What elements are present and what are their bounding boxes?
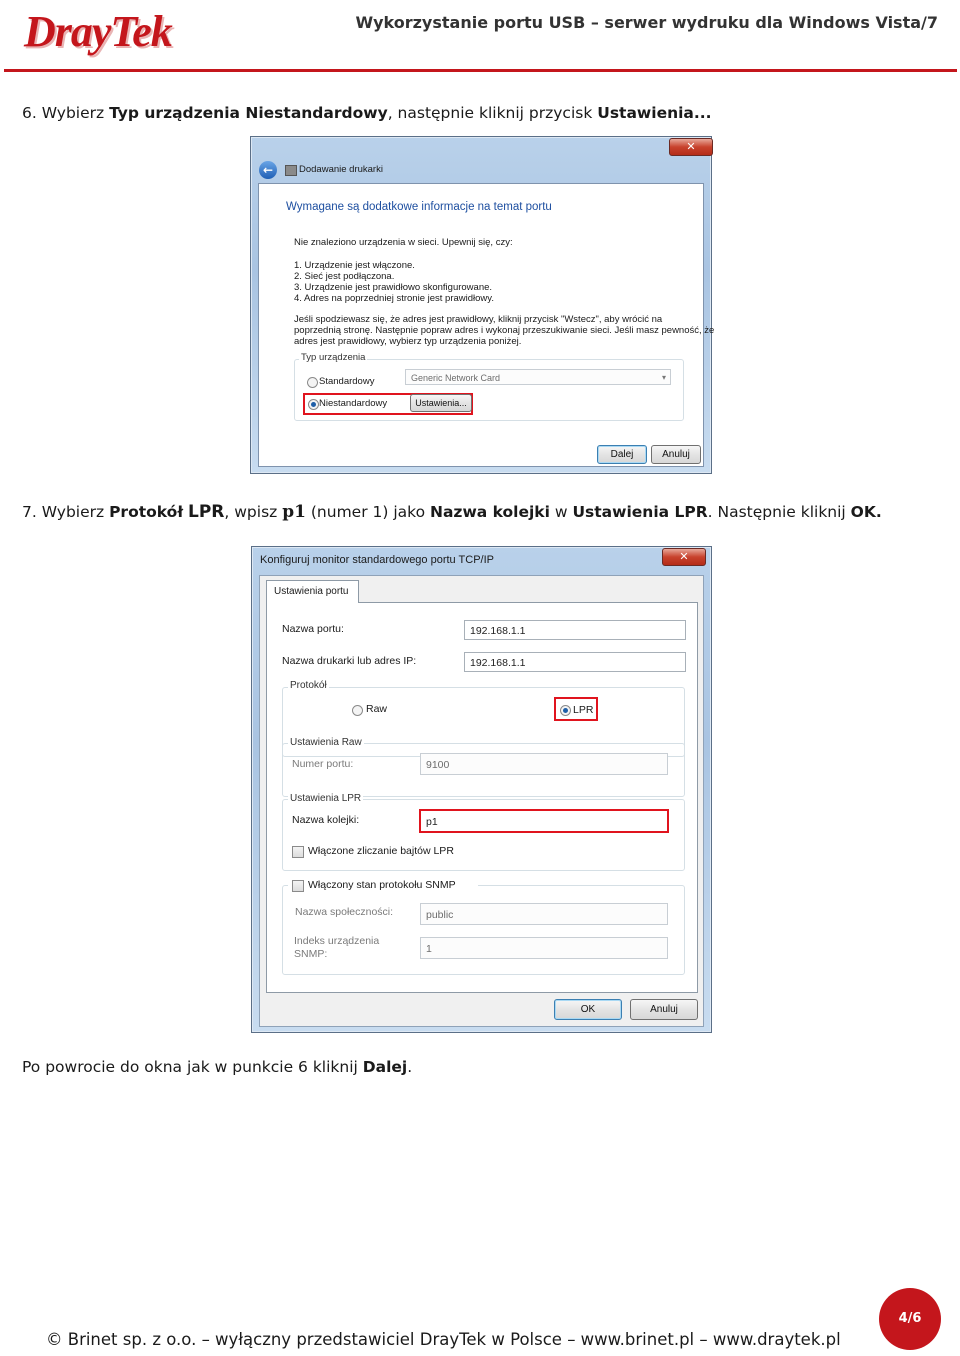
settings-button[interactable]: Ustawienia... (410, 394, 472, 412)
tab-port-settings[interactable] (266, 580, 359, 603)
queue-name-label: Nazwa kolejki: (292, 814, 360, 826)
snmp-checkbox[interactable] (292, 880, 304, 892)
community-label: Nazwa społeczności: (295, 906, 394, 918)
dialog-content (258, 183, 715, 467)
snmp-group (282, 885, 685, 975)
device-type-legend: Typ urządzenia (301, 352, 366, 363)
snmp-index-input[interactable]: 1 (420, 937, 668, 959)
custom-radio[interactable] (308, 399, 319, 410)
snmp-index-label: SNMP: (294, 948, 328, 960)
community-input[interactable]: public (420, 903, 668, 925)
port-name-label: Nazwa portu: (282, 623, 344, 635)
dialog-title: Dodawanie drukarki (299, 164, 383, 175)
step-7-instruction: 7. Wybierz Protokół LPR, wpisz p1 (numer 1) jako Nazwa kolejki w Ustawienia LPR. Następnie kliknij OK. (22, 502, 882, 522)
printer-address-input[interactable]: 192.168.1.1 (464, 652, 686, 672)
checklist-item: 1. Urządzenie jest włączone. (294, 260, 415, 271)
lpr-radio[interactable] (560, 705, 571, 716)
draytek-logo: DrayTek (24, 7, 172, 56)
standard-radio[interactable] (307, 377, 318, 388)
select-value: Generic Network Card (411, 373, 501, 383)
byte-count-label: Włączone zliczanie bajtów LPR (308, 845, 454, 857)
tcpip-port-dialog (251, 546, 712, 1033)
snmp-legend (288, 878, 478, 892)
checklist-item: 2. Sieć jest podłączona. (294, 271, 395, 282)
checklist-item: 4. Adres na poprzedniej stronie jest prawidłowy. (294, 293, 494, 304)
lpr-radio-label: LPR (573, 704, 594, 716)
dialog-heading: Wymagane są dodatkowe informacje na temat portu (286, 201, 552, 213)
note-text: poprzednią stronę. Następnie popraw adres i wykonaj przeszukiwanie sieci. Jeśli masz pewność, że (294, 325, 715, 336)
close-button[interactable]: ✕ (662, 548, 706, 566)
raw-radio[interactable] (352, 705, 363, 716)
snmp-label: Włączony stan protokołu SNMP (308, 879, 456, 891)
back-arrow-icon[interactable]: ← (259, 161, 277, 179)
highlight-queue-name (419, 809, 669, 833)
final-instruction: Po powrocie do okna jak w punkcie 6 kliknij Dalej. (22, 1058, 413, 1076)
snmp-index-label: Indeks urządzenia (294, 935, 380, 947)
dialog-title: Konfiguruj monitor standardowego portu TCP/IP (260, 554, 494, 566)
ok-button[interactable]: OK (554, 999, 622, 1020)
tab-panel (266, 602, 698, 993)
add-printer-dialog (250, 136, 715, 474)
cancel-button[interactable]: Anuluj (630, 999, 698, 1020)
queue-name-input[interactable]: p1 (420, 810, 668, 832)
header-divider (4, 69, 957, 72)
next-button[interactable]: Dalej (597, 445, 647, 464)
page-number-badge: 4/6 (879, 1288, 941, 1350)
cancel-button[interactable]: Anuluj (651, 445, 701, 464)
standard-radio-label: Standardowy (319, 376, 375, 387)
custom-radio-label: Niestandardowy (319, 398, 388, 409)
chevron-down-icon: ▾ (661, 373, 666, 382)
close-button[interactable]: ✕ (669, 138, 713, 156)
printer-icon (285, 165, 297, 176)
tab-label: Ustawienia portu (274, 586, 349, 597)
port-number-label: Numer portu: (292, 758, 354, 770)
note-text: Jeśli spodziewasz się, że adres jest prawidłowy, kliknij przycisk "Wstecz", aby wrócić na (294, 314, 663, 325)
printer-address-label: Nazwa drukarki lub adres IP: (282, 655, 417, 667)
byte-count-checkbox[interactable] (292, 846, 304, 858)
device-type-select[interactable] (405, 369, 671, 385)
intro-text: Nie znaleziono urządzenia w sieci. Upewnij się, czy: (294, 237, 513, 248)
port-name-input[interactable]: 192.168.1.1 (464, 620, 686, 640)
lpr-settings-legend: Ustawienia LPR (290, 793, 362, 804)
checklist-item: 3. Urządzenie jest prawidłowo skonfigurowane. (294, 282, 493, 293)
protocol-legend: Protokół (290, 680, 327, 691)
raw-settings-legend: Ustawienia Raw (290, 737, 362, 748)
dialog-body (259, 575, 704, 1027)
step-6-instruction: 6. Wybierz Typ urządzenia Niestandardowy, następnie kliknij przycisk Ustawienia... (22, 104, 712, 122)
document-title: Wykorzystanie portu USB – serwer wydruku dla Windows Vista/7 (355, 13, 938, 32)
footer-text: © Brinet sp. z o.o. – wyłączny przedstawiciel DrayTek w Polsce – www.brinet.pl – www.draytek.pl (46, 1330, 841, 1349)
note-text: adres jest prawidłowy, wybierz typ urządzenia poniżej. (294, 336, 522, 347)
port-number-input[interactable]: 9100 (420, 753, 668, 775)
raw-radio-label: Raw (366, 703, 388, 715)
